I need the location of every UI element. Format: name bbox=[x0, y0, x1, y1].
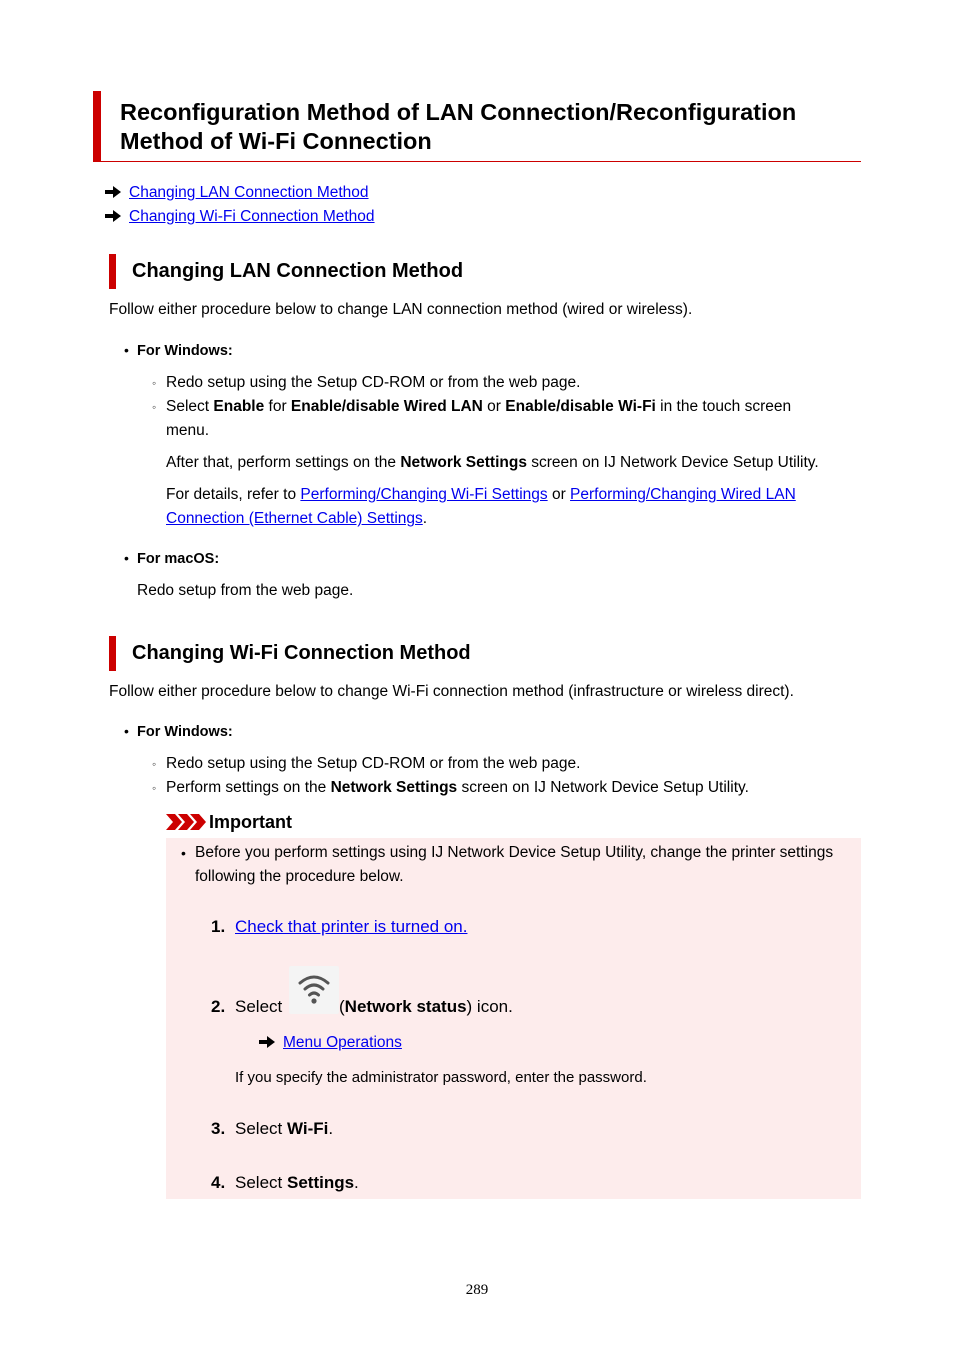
wifi-icon bbox=[289, 966, 339, 1014]
lan-mac-text: Redo setup from the web page. bbox=[137, 582, 354, 599]
step-2-select: Select bbox=[235, 997, 283, 1016]
step-2-note: If you specify the administrator password, enter the password. bbox=[235, 1069, 647, 1086]
lan-after-text: After that, perform settings on the Network Settings screen on IJ Network Device Setup Utility. bbox=[166, 454, 819, 471]
important-chevrons-icon bbox=[166, 814, 206, 830]
step-2-sublink[interactable] bbox=[259, 1033, 402, 1053]
lan-details-text: For details, refer to Performing/Changing Wi-Fi Settings or Performing/Changing Wired LAN bbox=[166, 486, 796, 503]
page-title: Reconfiguration Method of LAN Connection/Reconfiguration Method of Wi-Fi Connection bbox=[93, 91, 861, 162]
lan-mac-label: For macOS: bbox=[137, 551, 220, 567]
section-heading-lan: Changing LAN Connection Method bbox=[109, 254, 463, 289]
network-status-icon-box bbox=[289, 966, 339, 1014]
toc-link-lan[interactable]: Changing LAN Connection Method bbox=[129, 184, 369, 201]
toc-item-wifi[interactable] bbox=[105, 207, 375, 227]
lan-windows-step2-cont: menu. bbox=[166, 422, 210, 439]
step-number: 4. bbox=[211, 1173, 226, 1192]
lan-windows-label: For Windows: bbox=[137, 343, 233, 359]
wifi-windows-step1: Redo setup using the Setup CD-ROM or from the web page. bbox=[166, 755, 581, 772]
lan-intro: Follow either procedure below to change LAN connection method (wired or wireless). bbox=[109, 301, 693, 318]
sub-bullet-icon: ◦ bbox=[152, 376, 157, 390]
link-wired-settings[interactable]: Performing/Changing Wired LAN bbox=[570, 486, 796, 503]
step-number: 2. bbox=[211, 997, 226, 1016]
step-4: Select Settings. bbox=[235, 1173, 359, 1192]
lan-windows-step1: Redo setup using the Setup CD-ROM or from the web page. bbox=[166, 374, 581, 391]
step-3: Select Wi-Fi. bbox=[235, 1119, 334, 1138]
wifi-intro: Follow either procedure below to change Wi-Fi connection method (infrastructure or wireless direct). bbox=[109, 683, 794, 700]
right-arrow-icon bbox=[105, 210, 121, 222]
important-box bbox=[166, 838, 861, 1199]
bullet-icon: • bbox=[181, 845, 186, 861]
link-menu-operations[interactable]: Menu Operations bbox=[283, 1034, 402, 1051]
link-check-printer[interactable]: Check that printer is turned on. bbox=[235, 917, 468, 936]
link-wired-settings-cont[interactable]: Connection (Ethernet Cable) Settings bbox=[166, 510, 423, 527]
step-number: 1. bbox=[211, 917, 226, 936]
toc-link-wifi[interactable]: Changing Wi-Fi Connection Method bbox=[129, 208, 375, 225]
section-heading-wifi: Changing Wi-Fi Connection Method bbox=[109, 636, 471, 671]
sub-bullet-icon: ◦ bbox=[152, 781, 157, 795]
bullet-icon: • bbox=[124, 550, 129, 566]
bullet-icon: • bbox=[124, 342, 129, 358]
right-arrow-icon bbox=[105, 186, 121, 198]
step-2-text: (Network status) icon. bbox=[339, 997, 513, 1016]
wifi-windows-label: For Windows: bbox=[137, 724, 233, 740]
sub-bullet-icon: ◦ bbox=[152, 757, 157, 771]
important-text-cont: following the procedure below. bbox=[195, 868, 404, 885]
important-text: Before you perform settings using IJ Network Device Setup Utility, change the printer settings bbox=[195, 844, 834, 861]
step-1 bbox=[235, 917, 467, 937]
lan-details-text-cont: Connection (Ethernet Cable) Settings. bbox=[166, 510, 428, 527]
right-arrow-icon bbox=[259, 1036, 275, 1048]
bullet-icon: • bbox=[124, 723, 129, 739]
link-wifi-settings[interactable]: Performing/Changing Wi-Fi Settings bbox=[300, 486, 548, 503]
wifi-windows-step2: Perform settings on the Network Settings screen on IJ Network Device Setup Utility. bbox=[166, 779, 749, 796]
step-number: 3. bbox=[211, 1119, 226, 1138]
page-number: 289 bbox=[465, 1282, 489, 1298]
sub-bullet-icon: ◦ bbox=[152, 400, 157, 414]
lan-windows-step2: Select Enable for Enable/disable Wired LAN or Enable/disable Wi-Fi in the touch screen bbox=[166, 398, 792, 415]
important-label: Important bbox=[209, 812, 292, 832]
toc-item-lan[interactable] bbox=[105, 183, 369, 203]
